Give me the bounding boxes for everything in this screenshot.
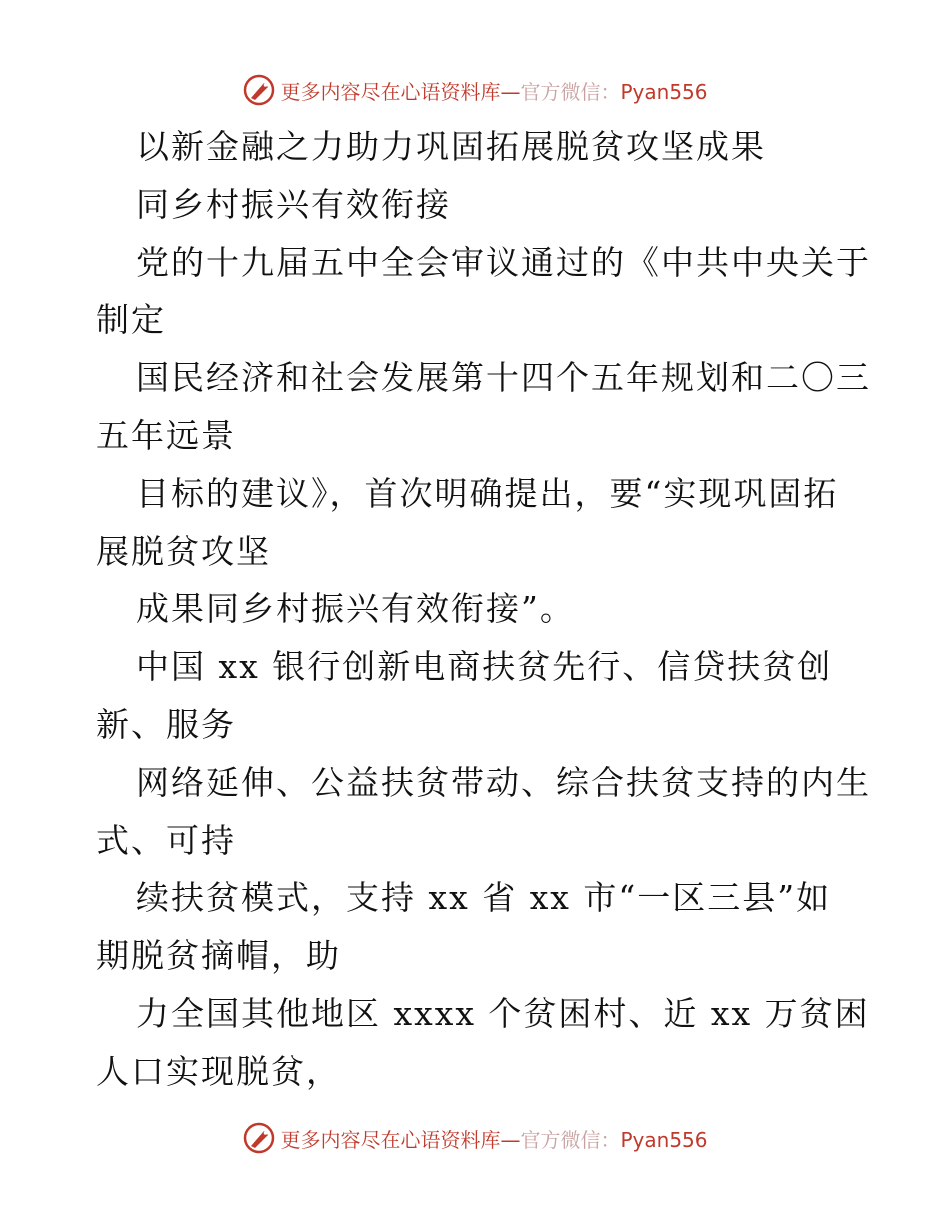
header-banner [0, 70, 950, 110]
header-banner-wechat-id: Pyan556 [620, 79, 708, 104]
header-banner-text [280, 76, 707, 105]
header-banner-dash: — [500, 79, 521, 104]
text-line-4: 制定 [96, 300, 166, 340]
text-line-9: 成果同乡村振兴有效衔接”。 [136, 589, 575, 629]
pen-nib-logo-icon [242, 73, 276, 107]
text-line-2: 同乡村振兴有效衔接 [136, 184, 451, 224]
text-line-5: 国民经济和社会发展第十四个五年规划和二〇三 [136, 358, 871, 398]
header-banner-main: 更多内容尽在心语资料库 [280, 79, 501, 104]
text-line-13: 式、可持 [96, 820, 236, 860]
text-line-14: 续扶贫模式，支持 xx 省 xx 市“一区三县”如 [136, 878, 832, 918]
text-line-17: 人口实现脱贫， [96, 1051, 341, 1091]
text-line-15: 期脱贫摘帽，助 [96, 936, 341, 976]
footer-banner [0, 1118, 950, 1158]
text-line-7: 目标的建议》，首次明确提出，要“实现巩固拓 [136, 473, 839, 513]
text-line-16: 力全国其他地区 xxxx 个贫困村、近 xx 万贫困 [136, 993, 870, 1033]
footer-banner-main: 更多内容尽在心语资料库 [280, 1127, 501, 1152]
pen-nib-logo-icon [242, 1121, 276, 1155]
text-line-8: 展脱贫攻坚 [96, 531, 271, 571]
footer-banner-wechat-id: Pyan556 [620, 1127, 708, 1152]
text-line-10: 中国 xx 银行创新电商扶贫先行、信贷扶贫创 [136, 647, 833, 687]
text-line-12: 网络延伸、公益扶贫带动、综合扶贫支持的内生 [136, 762, 871, 802]
text-line-3: 党的十九届五中全会审议通过的《中共中央关于 [136, 242, 871, 282]
text-line-1: 以新金融之力助力巩固拓展脱贫攻坚成果 [136, 127, 766, 166]
document-body [96, 118, 871, 1101]
footer-banner-sub: 官方微信： [520, 1127, 621, 1152]
footer-banner-dash: — [500, 1127, 521, 1152]
header-banner-sub: 官方微信： [520, 79, 621, 104]
text-line-6: 五年远景 [96, 415, 236, 455]
footer-banner-text [280, 1124, 707, 1153]
text-line-11: 新、服务 [96, 704, 236, 744]
